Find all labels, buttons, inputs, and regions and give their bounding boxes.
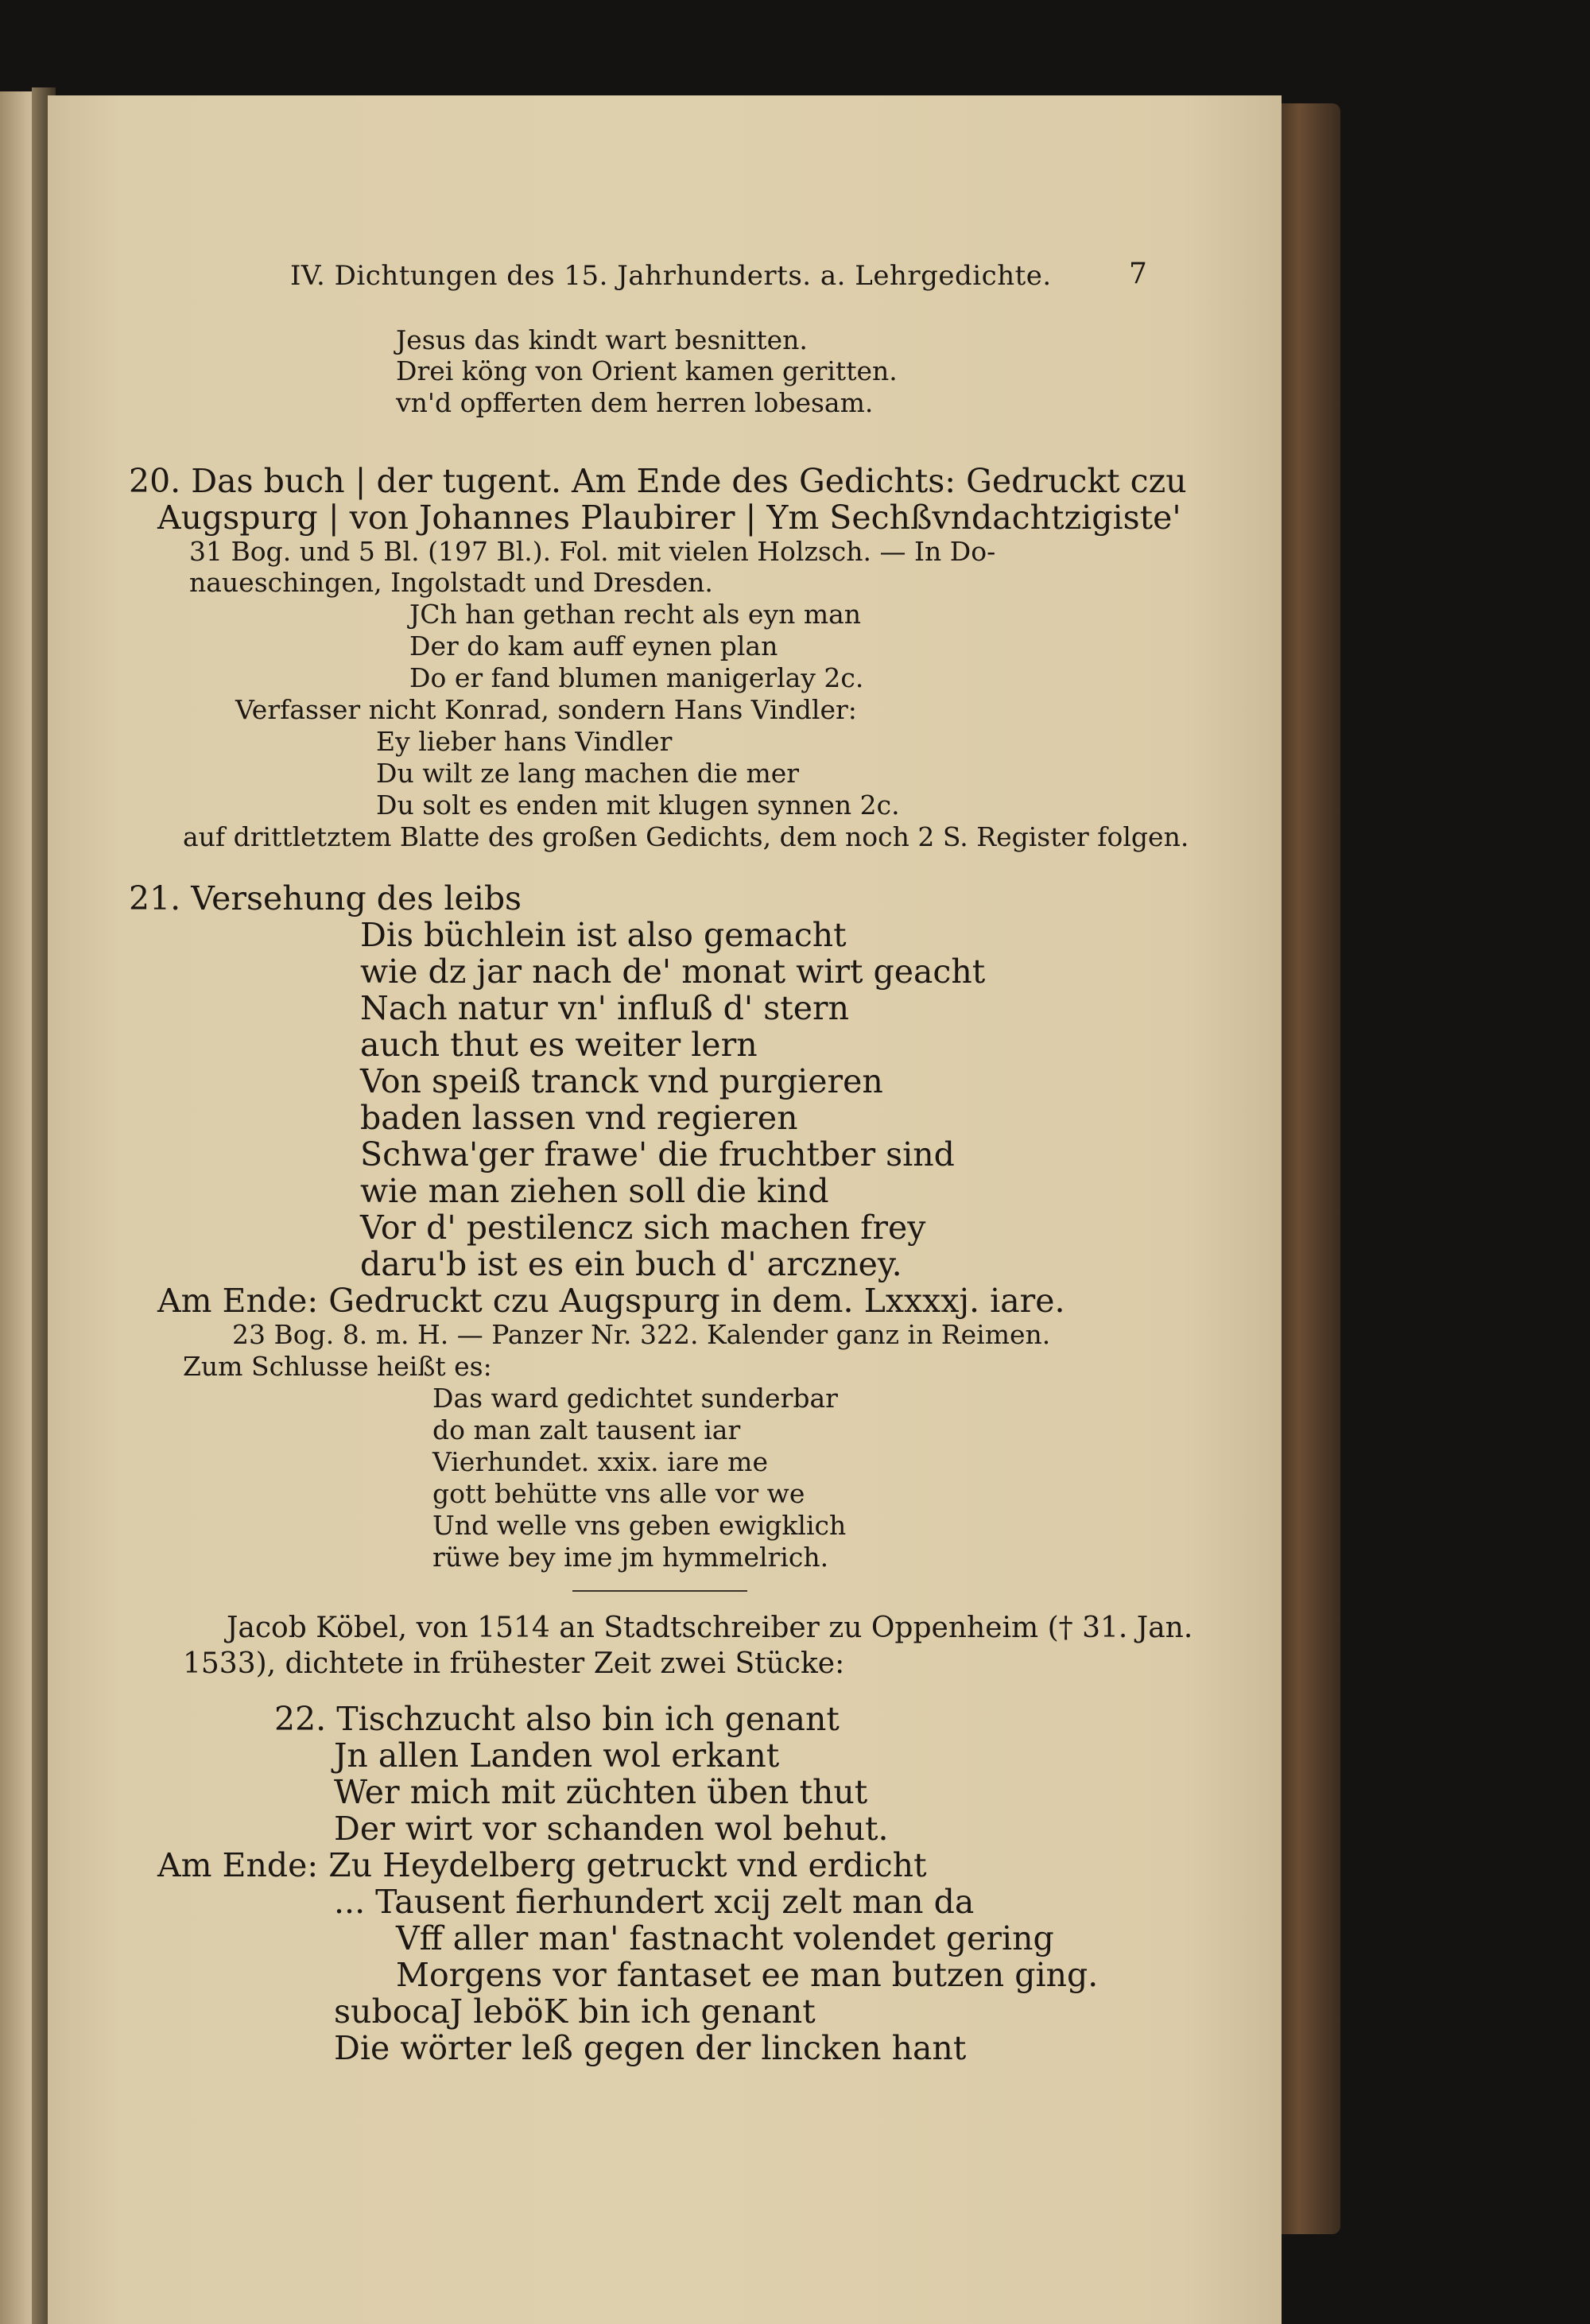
paragraph-text: Jacob Köbel, von 1514 an Stadtschreiber zu Oppenheim († 31. Jan. — [227, 1612, 1193, 1644]
verse-line: Drei köng von Orient kamen geritten. — [396, 355, 898, 386]
entry-22-title: 22. Tischzucht also bin ich genant — [274, 1700, 840, 1738]
verse-line: auch thut es weiter lern — [360, 1026, 758, 1064]
verse-line: Vor d' pestilencz sich machen frey — [360, 1209, 926, 1247]
entry-text: Am Ende: Zu Heydelberg getruckt vnd erdicht — [157, 1846, 927, 1884]
verse-line: Do er fand blumen manigerlay 2c. — [409, 662, 864, 693]
entry-text: naueschingen, Ingolstadt und Dresden. — [189, 567, 713, 598]
verse-line: Jn allen Landen wol erkant — [334, 1736, 780, 1775]
entry-text: Augspurg | von Johannes Plaubirer | Ym Sechßvndachtzigiste' — [157, 499, 1181, 537]
book-page — [48, 95, 1282, 2324]
section-divider — [572, 1590, 747, 1592]
verse-line: Vff aller man' fastnacht volendet gering — [396, 1919, 1054, 1957]
verse-line: Du wilt ze lang machen die mer — [376, 758, 800, 789]
entry-text: Am Ende: Gedruckt czu Augspurg in dem. Lxxxxj. iare. — [157, 1282, 1065, 1320]
verse-line: Der do kam auff eynen plan — [409, 630, 778, 662]
verse-line: Du solt es enden mit klugen synnen 2c. — [376, 790, 900, 821]
entry-text: 31 Bog. und 5 Bl. (197 Bl.). Fol. mit vielen Holzsch. — In Do- — [189, 536, 996, 567]
entry-21-title: 21. Versehung des leibs — [129, 879, 522, 918]
verse-line: Die wörter leß gegen der lincken hant — [334, 2029, 967, 2067]
verse-line: ... Tausent fierhundert xcij zelt man da — [334, 1883, 975, 1921]
verse-line: daru'b ist es ein buch d' arczney. — [360, 1245, 902, 1283]
verse-line: Morgens vor fantaset ee man butzen ging. — [396, 1956, 1099, 1994]
verse-line: Vierhundet. xxix. iare me — [432, 1446, 768, 1477]
page-number: 7 — [1129, 258, 1147, 290]
verse-line: Von speiß tranck vnd purgieren — [360, 1062, 883, 1100]
entry-text: Zum Schlusse heißt es: — [183, 1351, 492, 1382]
verse-line: Ey lieber hans Vindler — [376, 726, 673, 757]
running-head: IV. Dichtungen des 15. Jahrhunderts. a. Lehrgedichte. — [290, 260, 1052, 292]
verse-line: wie man ziehen soll die kind — [360, 1172, 829, 1210]
verse-line: Schwa'ger frawe' die fruchtber sind — [360, 1135, 955, 1174]
verse-line: Wer mich mit züchten üben thut — [334, 1773, 868, 1811]
verse-line: rüwe bey ime jm hymmelrich. — [432, 1542, 829, 1573]
verse-line: do man zalt tausent iar — [432, 1414, 741, 1445]
verse-line: gott behütte vns alle vor we — [432, 1478, 805, 1509]
entry-20-title: 20. Das buch | der tugent. Am Ende des Gedichts: Gedruckt czu — [129, 462, 1187, 500]
entry-text: 23 Bog. 8. m. H. — Panzer Nr. 322. Kalender ganz in Reimen. — [232, 1319, 1051, 1350]
verse-line: Nach natur vn' influß d' stern — [360, 989, 849, 1027]
entry-text: Verfasser nicht Konrad, sondern Hans Vindler: — [235, 694, 857, 725]
verse-line: Jesus das kindt wart besnitten. — [396, 324, 808, 355]
verse-line: subocaJ leböK bin ich genant — [334, 1992, 816, 2031]
verse-line: Dis büchlein ist also gemacht — [360, 916, 847, 954]
paragraph-text: 1533), dichtete in frühester Zeit zwei Stücke: — [183, 1647, 845, 1680]
verse-line: baden lassen vnd regieren — [360, 1099, 798, 1137]
verse-line: Das ward gedichtet sunderbar — [432, 1383, 838, 1414]
verse-line: Und welle vns geben ewigklich — [432, 1510, 847, 1541]
book-binding-edge — [1282, 103, 1340, 2234]
verse-line: vn'd opfferten dem herren lobesam. — [396, 387, 874, 418]
verse-line: JCh han gethan recht als eyn man — [409, 599, 862, 630]
verse-line: wie dz jar nach de' monat wirt geacht — [360, 952, 986, 991]
verse-line: Der wirt vor schanden wol behut. — [334, 1810, 889, 1848]
entry-text: auf drittletztem Blatte des großen Gedichts, dem noch 2 S. Register folgen. — [183, 821, 1189, 852]
